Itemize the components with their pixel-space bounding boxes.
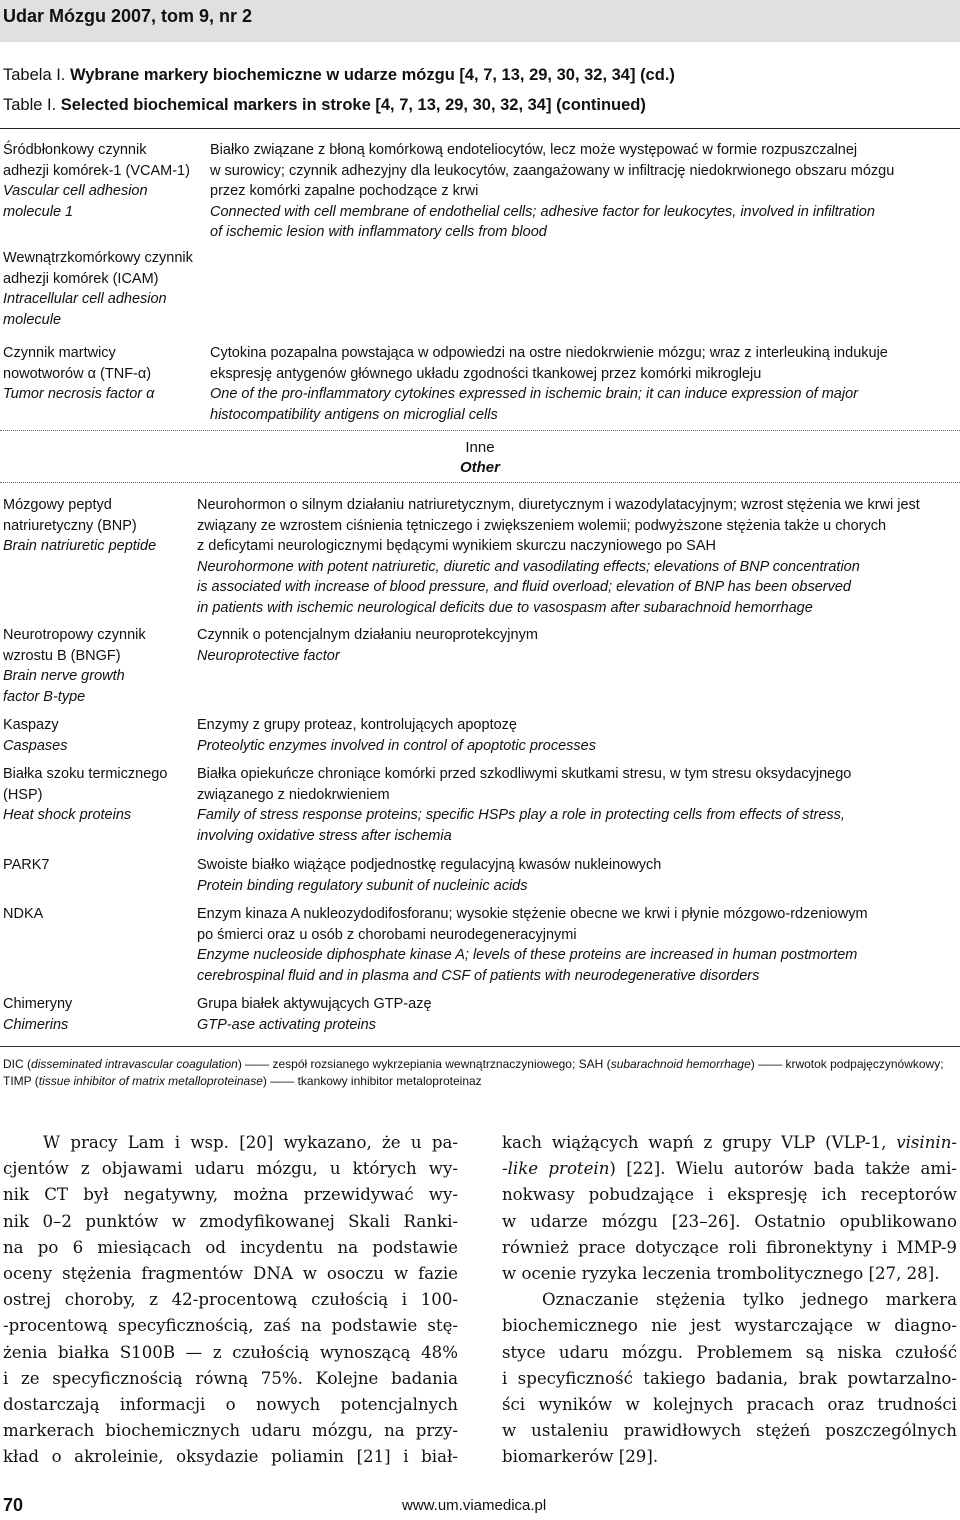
desc-en-line: Proteolytic enzymes involved in control of apoptotic processes: [197, 737, 596, 754]
row-hsp-desc: [197, 764, 952, 846]
body-line: Oznaczanie stężenia tylko jednego markera: [542, 1290, 957, 1310]
footnote-abbr: SAH: [578, 1057, 604, 1071]
row-ndka-desc: [197, 904, 952, 986]
name-pl-line: Białka szoku termicznego: [3, 766, 168, 782]
desc-pl-line: w surowicy; czynnik adhezyjny dla leukocytów, zaangażowany w infiltrację niedokrwionego obszaru mózgu: [210, 162, 895, 179]
row-vcam-name: [3, 140, 198, 222]
body-line: i specyficzność takiego badania, brak powtarzalno-: [502, 1368, 957, 1388]
row-bnp-desc: [197, 495, 952, 618]
desc-pl-line: Czynnik o potencjalnym działaniu neuroprotekcyjnym: [197, 627, 538, 643]
desc-en-line: Neuroprotective factor: [197, 647, 340, 664]
name-pl-line: Wewnątrzkomórkowy czynnik: [3, 250, 193, 266]
desc-pl-line: Swoiste białko wiążące podjednostkę regulacyjną kwasów nukleinowych: [197, 857, 662, 873]
body-line: oceny stężenia fragmentów DNA w osoczu w fazie: [3, 1264, 458, 1284]
body-line: [502, 1156, 957, 1182]
name-pl-line: Śródbłonkowy czynnik: [3, 142, 147, 158]
desc-pl-line: związany ze wzrostem ciśnienia tętniczego i zwiększeniem wolemii; podwyższone stężenia także u chorych: [197, 517, 887, 534]
body-line: w ustaleniu prawidłowych stężeń poszczególnych: [502, 1421, 957, 1441]
name-en-line: Heat shock proteins: [3, 807, 132, 823]
body-line: w ocenie ryzyka leczenia trombolitycznego [27, 28].: [502, 1264, 940, 1284]
desc-pl-line: Grupa białek aktywujących GTP-azę: [197, 996, 432, 1012]
desc-en-line: in patients with ischemic neurological deficits due to vasospasm after subarachnoid hemorrhage: [197, 599, 813, 616]
row-tnf-desc: [210, 343, 960, 425]
desc-pl-line: Białko związane z błoną komórkową endoteliocytów, lecz może występować w formie rozpuszczalnej: [210, 142, 858, 158]
name-en-line: Vascular cell adhesion: [3, 183, 148, 199]
section-label: [420, 438, 540, 478]
body-line: styce udaru mózgu. Problemem są niska czułość: [502, 1342, 957, 1362]
desc-en-line: involving oxidative stress after ischemia: [197, 827, 452, 844]
desc-en-line: Family of stress response proteins; specific HSPs play a role in protecting cells from effects of stress,: [197, 807, 845, 823]
caption-pl-text: Wybrane markery biochemiczne w udarze mózgu [4, 7, 13, 29, 30, 32, 34] (cd.): [69, 66, 675, 84]
row-tnf-name: [3, 343, 198, 405]
name-pl-line: PARK7: [3, 857, 50, 873]
name-en-line: Chimerins: [3, 1016, 69, 1033]
body-column-right: [502, 1130, 957, 1471]
caption-en-text: Selected biochemical markers in stroke [4, 7, 13, 29, 30, 32, 34] (continued): [60, 96, 646, 114]
body-line: nik CT był negatywny, można przewidywać wy-: [3, 1185, 458, 1205]
name-en-line: Tumor necrosis factor α: [3, 386, 155, 402]
name-en-line: molecule: [3, 311, 62, 328]
body-line: cjentów z objawami udaru mózgu, u których wy-: [3, 1159, 458, 1179]
desc-en-line: cerebrospinal fluid and in plasma and CSF of patients with neurodegenerative disorders: [197, 967, 760, 984]
table-top-rule: [0, 128, 960, 129]
body-line: kład o akroleinie, oksydazie poliamin [21] i biał-: [3, 1447, 458, 1467]
name-pl-line: adhezji komórek (ICAM): [3, 270, 159, 287]
page-number: 70: [3, 1495, 24, 1515]
desc-pl-line: Enzymy z grupy proteaz, kontrolujących apoptozę: [197, 717, 517, 733]
desc-pl-line: Enzym kinaza A nukleozydodifosforanu; wysokie stężenie obecne we krwi i płynie mózgowo-rdzeniowym: [197, 906, 868, 922]
desc-en-line: is associated with increase of blood pressure, and fluid overload; elevation of BNP has been observed: [197, 579, 851, 595]
body-line: również prace dotyczące roli fibronektyny i MMP-9: [502, 1237, 957, 1257]
table-footnote: DIC (disseminated intravascular coagulation) —— zespół rozsianego wykrzepiania wewnątrznaczyniowego; SAH (subarachnoid hemorrhage) —— krwotok podpajęczynówkowy; TIMP (tissue inhibitor of matrix metalloproteinase) —— tkankowy inhibitor metaloproteinaz: [3, 1057, 944, 1088]
table-bottom-rule: [0, 1046, 960, 1047]
body-line: nik 0–2 punktów w zmodyfikowanej Skali Ranki-: [3, 1211, 458, 1231]
name-pl-line: Czynnik martwicy: [3, 345, 116, 361]
footnote-def: krwotok podpajęczynówkowy;: [785, 1057, 944, 1071]
row-caspases-desc: [197, 715, 952, 756]
name-pl-line: natriuretyczny (BNP): [3, 517, 137, 534]
row-hsp-name: [3, 764, 198, 826]
footnote-term: tissue inhibitor of matrix metalloproteinase: [38, 1073, 263, 1088]
name-pl-line: Kaspazy: [3, 717, 59, 733]
body-line: biomarkerów [29].: [502, 1447, 659, 1467]
desc-pl-line: Białka opiekuńcze chroniące komórki przed szkodliwymi skutkami stresu, w tym stresu oksydacyjnego: [197, 766, 852, 782]
website-link[interactable]: www.um.viamedica.pl: [402, 1497, 547, 1514]
name-en-line: Caspases: [3, 737, 68, 754]
row-icam-name: [3, 248, 198, 330]
name-pl-line: adhezji komórek-1 (VCAM-1): [3, 162, 190, 179]
desc-pl-line: po śmierci oraz u osób z chorobami neurodegeneracyjnymi: [197, 926, 577, 943]
name-pl-line: nowotworów α (TNF-α): [3, 365, 152, 382]
row-chimerins-name: [3, 994, 198, 1035]
desc-en-line: of ischemic lesion with inflammatory cells from blood: [210, 224, 547, 240]
caption-en-label: Table I.: [3, 96, 57, 114]
desc-pl-line: ekspresję antygenów głównego układu zgodności tkankowej przez komórki mikrogleju: [210, 365, 762, 382]
footnote-abbr: TIMP: [3, 1073, 32, 1088]
body-line: dostarczają informacji o nowych potencjalnych: [3, 1395, 458, 1415]
desc-pl-line: przez komórki zapalne pochodzące z krwi: [210, 183, 479, 199]
body-line: w udarze mózgu [23–26]. Ostatnio opublikowano: [502, 1211, 957, 1231]
desc-en-line: One of the pro-inflammatory cytokines expressed in ischemic brain; it can induce expression of major: [210, 386, 858, 402]
row-park7-name: [3, 855, 198, 876]
name-en-line: Brain natriuretic peptide: [3, 538, 157, 554]
name-pl-line: Neurotropowy czynnik: [3, 627, 146, 643]
desc-en-line: Enzyme nucleoside diphosphate kinase A; levels of these proteins are increased in human postmortem: [197, 947, 858, 963]
row-bngf-desc: [197, 625, 952, 666]
desc-en-line: Neurohormone with potent natriuretic, diuretic and vasodilating effects; elevations of BNP concentration: [197, 558, 860, 575]
body-line: i ze specyficznością równą 75%. Kolejne badania: [3, 1368, 458, 1388]
name-pl-line: Chimeryny: [3, 996, 73, 1012]
table-caption-en: [3, 96, 646, 115]
body-column-left: [3, 1130, 458, 1471]
row-ndka-name: [3, 904, 198, 925]
body-line: ostrej choroby, z 42-procentową czułością i 100-: [3, 1290, 458, 1310]
section-divider: [0, 430, 960, 431]
row-chimerins-desc: [197, 994, 952, 1035]
journal-header: Udar Mózgu 2007, tom 9, nr 2: [3, 6, 253, 26]
name-pl-line: Mózgowy peptyd: [3, 497, 112, 513]
body-line: na po 6 miesiącach od incydentu na podstawie: [3, 1237, 458, 1257]
row-park7-desc: [197, 855, 952, 896]
body-line: ści wyników w kolejnych pracach oraz trudności: [502, 1395, 957, 1415]
body-line: W pracy Lam i wsp. [20] wykazano, że u pa-: [43, 1133, 458, 1152]
row-bngf-name: [3, 625, 198, 707]
section-label-pl: Inne: [465, 439, 495, 456]
body-line: biochemicznego nie jest wystarczające w diagno-: [502, 1316, 957, 1336]
name-en-line: factor B-type: [3, 688, 86, 705]
desc-en-line: Protein binding regulatory subunit of nucleinic acids: [197, 877, 528, 894]
body-line: nokwasy pobudzające i ekspresję ich receptorów: [502, 1185, 957, 1205]
row-caspases-name: [3, 715, 198, 756]
desc-en-line: GTP-ase activating proteins: [197, 1016, 376, 1033]
section-divider: [0, 482, 960, 483]
name-en-line: Brain nerve growth: [3, 668, 125, 684]
section-label-en: Other: [459, 459, 500, 476]
row-vcam-desc: [210, 140, 960, 243]
body-line: -procentową specyficznością, zaś na podstawie stę-: [3, 1316, 458, 1336]
name-pl-line: wzrostu B (BNGF): [3, 647, 121, 664]
desc-en-line: histocompatibility antigens on microglial cells: [210, 406, 498, 423]
footnote-def: zespół rozsianego wykrzepiania wewnątrznaczyniowego;: [272, 1057, 576, 1071]
body-line: żenia białka S100B — z czułością wynoszącą 48%: [3, 1342, 458, 1362]
body-line-text: kach wiążących wapń z grupy VLP (VLP-1,: [502, 1133, 897, 1152]
desc-pl-line: Cytokina pozapalna powstająca w odpowiedzi na ostre niedokrwienie mózgu; wraz z interleukiną indukuje: [210, 345, 888, 361]
body-line: [502, 1130, 957, 1156]
name-en-line: molecule 1: [3, 203, 74, 220]
name-pl-line: (HSP): [3, 786, 43, 803]
desc-en-line: Connected with cell membrane of endothelial cells; adhesive factor for leukocytes, involved in infiltration: [210, 203, 875, 220]
footnote-def: tkankowy inhibitor metaloproteinaz: [297, 1073, 482, 1088]
desc-pl-line: Neurohormon o silnym działaniu natriuretycznym, diuretycznym i wazodylatacyjnym; wzrost stężenia we krwi jest: [197, 497, 920, 513]
desc-pl-line: z deficytami neurologicznymi będącymi wynikiem skurczu naczyniowego po SAH: [197, 538, 716, 554]
table-caption-pl: [3, 66, 675, 85]
body-line: markerach biochemicznych udaru mózgu, na przy-: [3, 1421, 458, 1441]
name-en-line: Intracellular cell adhesion: [3, 291, 167, 307]
row-bnp-name: [3, 495, 198, 557]
footnote-term: disseminated intravascular coagulation: [31, 1057, 238, 1071]
body-line-italic: -like protein: [502, 1159, 610, 1179]
body-line-italic: visinin-: [896, 1133, 957, 1152]
body-line-text: ) [22]. Wielu autorów bada także ami-: [609, 1159, 957, 1179]
desc-pl-line: związanego z niedokrwieniem: [197, 786, 390, 803]
footnote-term: subarachnoid hemorrhage: [610, 1057, 751, 1071]
name-pl-line: NDKA: [3, 906, 44, 922]
footnote-abbr: DIC: [3, 1057, 24, 1071]
caption-pl-label: Tabela I.: [3, 66, 66, 84]
